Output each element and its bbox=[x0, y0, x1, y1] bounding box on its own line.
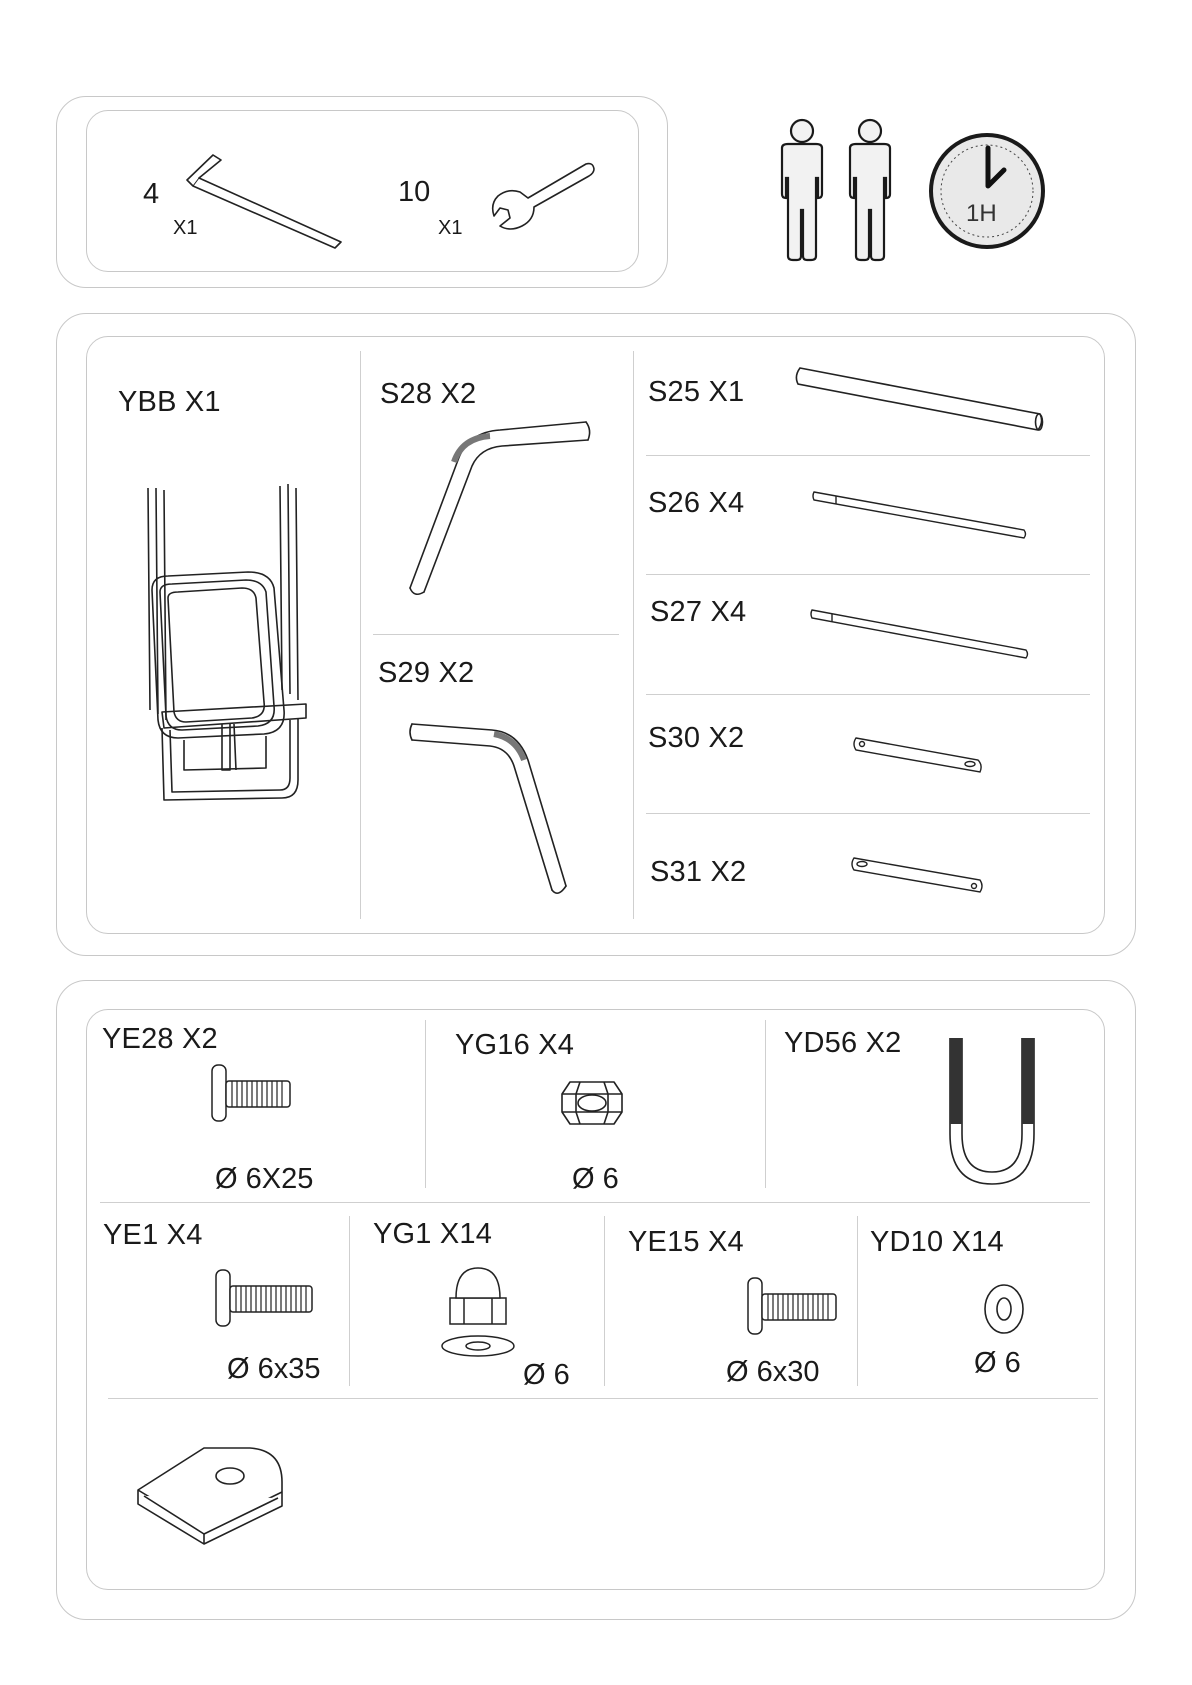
s29-curved-tube-image bbox=[410, 720, 590, 895]
ye1-bolt-image bbox=[214, 1268, 316, 1328]
bracket-plate-image bbox=[136, 1444, 288, 1546]
part-s29-label: S29 X2 bbox=[378, 657, 475, 689]
parts-divider-1 bbox=[360, 351, 361, 919]
ye28-bolt-image bbox=[210, 1063, 294, 1123]
part-s26-label: S26 X4 bbox=[648, 487, 745, 519]
s30-pin-image bbox=[852, 736, 984, 774]
part-s28-label: S28 X2 bbox=[380, 378, 477, 410]
ye28-size: Ø 6X25 bbox=[215, 1163, 314, 1195]
wrench-icon bbox=[490, 160, 595, 240]
hardware-divider-3 bbox=[100, 1202, 1090, 1203]
part-yg16-label: YG16 X4 bbox=[455, 1029, 575, 1061]
ye15-size: Ø 6x30 bbox=[726, 1356, 820, 1388]
yg1-size: Ø 6 bbox=[523, 1359, 570, 1391]
part-ye28-label: YE28 X2 bbox=[102, 1023, 218, 1055]
hardware-divider-6 bbox=[857, 1216, 858, 1386]
yg16-nut-image bbox=[560, 1078, 624, 1128]
clock-icon bbox=[928, 130, 1048, 252]
parts-divider-2 bbox=[633, 351, 634, 919]
yd10-washer-image bbox=[982, 1282, 1026, 1336]
part-yd56-label: YD56 X2 bbox=[784, 1027, 902, 1059]
parts-divider-3 bbox=[373, 634, 619, 635]
wrench-qty: X1 bbox=[438, 217, 463, 239]
s27-rod-image bbox=[810, 608, 1030, 660]
part-ybb-label: YBB X1 bbox=[118, 386, 221, 418]
yg1-cap-nut-washer-image bbox=[436, 1262, 518, 1362]
s28-curved-tube-image bbox=[410, 418, 590, 598]
ye1-size: Ø 6x35 bbox=[227, 1353, 321, 1385]
hardware-divider-2 bbox=[765, 1020, 766, 1188]
two-person-icon bbox=[774, 118, 904, 262]
hardware-divider-1 bbox=[425, 1020, 426, 1188]
part-s27-label: S27 X4 bbox=[650, 596, 747, 628]
parts-divider-5 bbox=[646, 574, 1090, 575]
yg16-size: Ø 6 bbox=[572, 1163, 619, 1195]
hex-key-qty: X1 bbox=[173, 217, 198, 239]
wheelbarrow-tray-image bbox=[138, 480, 318, 805]
yd56-u-bolt-image bbox=[942, 1034, 1042, 1190]
hardware-divider-7 bbox=[108, 1398, 1098, 1399]
parts-divider-7 bbox=[646, 813, 1090, 814]
part-yg1-label: YG1 X14 bbox=[373, 1218, 493, 1250]
ye15-bolt-image bbox=[746, 1276, 840, 1336]
hardware-divider-5 bbox=[604, 1216, 605, 1386]
s31-pin-image bbox=[850, 856, 986, 894]
s25-tube-image bbox=[796, 366, 1044, 432]
hex-key-icon bbox=[185, 150, 345, 250]
part-ye15-label: YE15 X4 bbox=[628, 1226, 744, 1258]
clock-duration: 1H bbox=[966, 200, 997, 227]
parts-divider-6 bbox=[646, 694, 1090, 695]
part-ye1-label: YE1 X4 bbox=[103, 1219, 203, 1251]
part-s25-label: S25 X1 bbox=[648, 376, 745, 408]
wrench-size: 10 bbox=[398, 176, 431, 208]
part-yd10-label: YD10 X14 bbox=[870, 1226, 1004, 1258]
part-s31-label: S31 X2 bbox=[650, 856, 747, 888]
parts-divider-4 bbox=[646, 455, 1090, 456]
part-s30-label: S30 X2 bbox=[648, 722, 745, 754]
s26-rod-image bbox=[812, 490, 1028, 540]
hardware-divider-4 bbox=[349, 1216, 350, 1386]
hex-key-size: 4 bbox=[143, 178, 160, 210]
yd10-size: Ø 6 bbox=[974, 1347, 1021, 1379]
